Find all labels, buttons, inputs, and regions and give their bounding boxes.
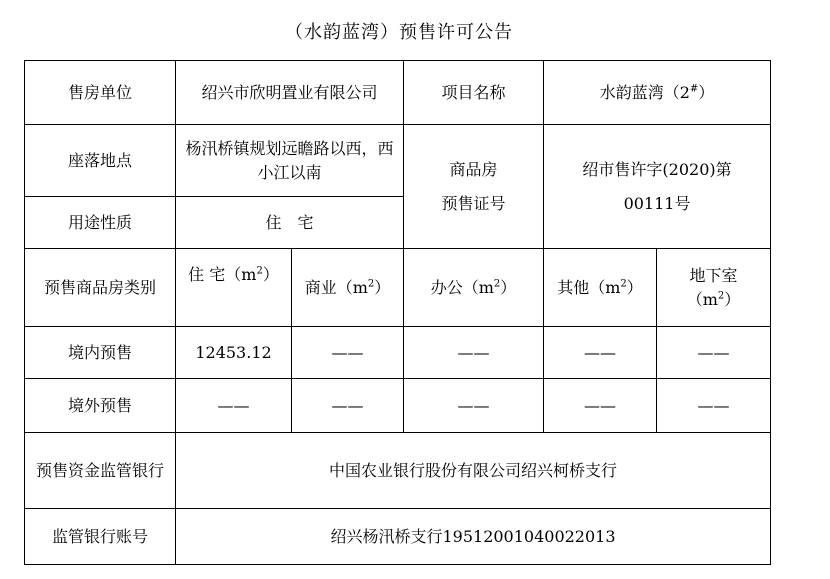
permit-label-line2: 预售证号 bbox=[441, 193, 506, 213]
table-row bbox=[25, 125, 771, 197]
category-label: 预售商品房类别 bbox=[25, 249, 176, 327]
category-office: 办公$(m^2)$ bbox=[404, 249, 544, 327]
location-value: 杨汛桥镇规划远瞻路以西，西小江以南 bbox=[176, 125, 404, 197]
permit-value-line2: 00111号 bbox=[623, 193, 691, 213]
domestic-residential: 12453.12 bbox=[176, 327, 292, 379]
bank-label: 预售资金监管银行 bbox=[25, 433, 176, 509]
account-label: 监管银行账号 bbox=[25, 509, 176, 565]
foreign-residential: —— bbox=[176, 379, 292, 433]
foreign-label: 境外预售 bbox=[25, 379, 176, 433]
table-row bbox=[25, 433, 771, 509]
domestic-other: —— bbox=[544, 327, 657, 379]
table-row bbox=[25, 61, 771, 125]
domestic-office: —— bbox=[404, 327, 544, 379]
permit-value bbox=[544, 125, 771, 249]
domestic-commercial: —— bbox=[292, 327, 404, 379]
category-other: 其他$(m^2)$ bbox=[544, 249, 657, 327]
table-row bbox=[25, 249, 771, 327]
table-row bbox=[25, 379, 771, 433]
table-row bbox=[25, 327, 771, 379]
location-label: 座落地点 bbox=[25, 125, 176, 197]
project-value-main: 水韵蓝湾（2 bbox=[599, 82, 690, 102]
project-value-end: ） bbox=[698, 82, 715, 102]
presale-permit-table bbox=[24, 60, 771, 565]
account-value: 绍兴杨汛桥支行19512001040022013 bbox=[176, 509, 771, 565]
foreign-commercial: —— bbox=[292, 379, 404, 433]
permit-value-line1: 绍市售许字(2020)第 bbox=[582, 159, 732, 179]
usage-value: 住 宅 bbox=[176, 197, 404, 249]
foreign-other: —— bbox=[544, 379, 657, 433]
bank-value: 中国农业银行股份有限公司绍兴柯桥支行 bbox=[176, 433, 771, 509]
seller-value: 绍兴市欣明置业有限公司 bbox=[176, 61, 404, 125]
seller-label: 售房单位 bbox=[25, 61, 176, 125]
permit-label bbox=[404, 125, 544, 249]
project-value bbox=[544, 61, 771, 125]
usage-label: 用途性质 bbox=[25, 197, 176, 249]
permit-label-line1: 商品房 bbox=[449, 159, 498, 179]
category-residential: 住 宅$(m^2)$ bbox=[176, 249, 292, 327]
table-row bbox=[25, 509, 771, 565]
foreign-office: —— bbox=[404, 379, 544, 433]
domestic-basement: —— bbox=[657, 327, 771, 379]
project-value-sup: # bbox=[689, 83, 699, 95]
project-label: 项目名称 bbox=[404, 61, 544, 125]
category-commercial: 商业$(m^2)$ bbox=[292, 249, 404, 327]
foreign-basement: —— bbox=[657, 379, 771, 433]
category-basement: 地下室 $(m^2)$ bbox=[657, 249, 771, 327]
page-title: （水韵蓝湾）预售许可公告 bbox=[285, 22, 513, 43]
domestic-label: 境内预售 bbox=[25, 327, 176, 379]
